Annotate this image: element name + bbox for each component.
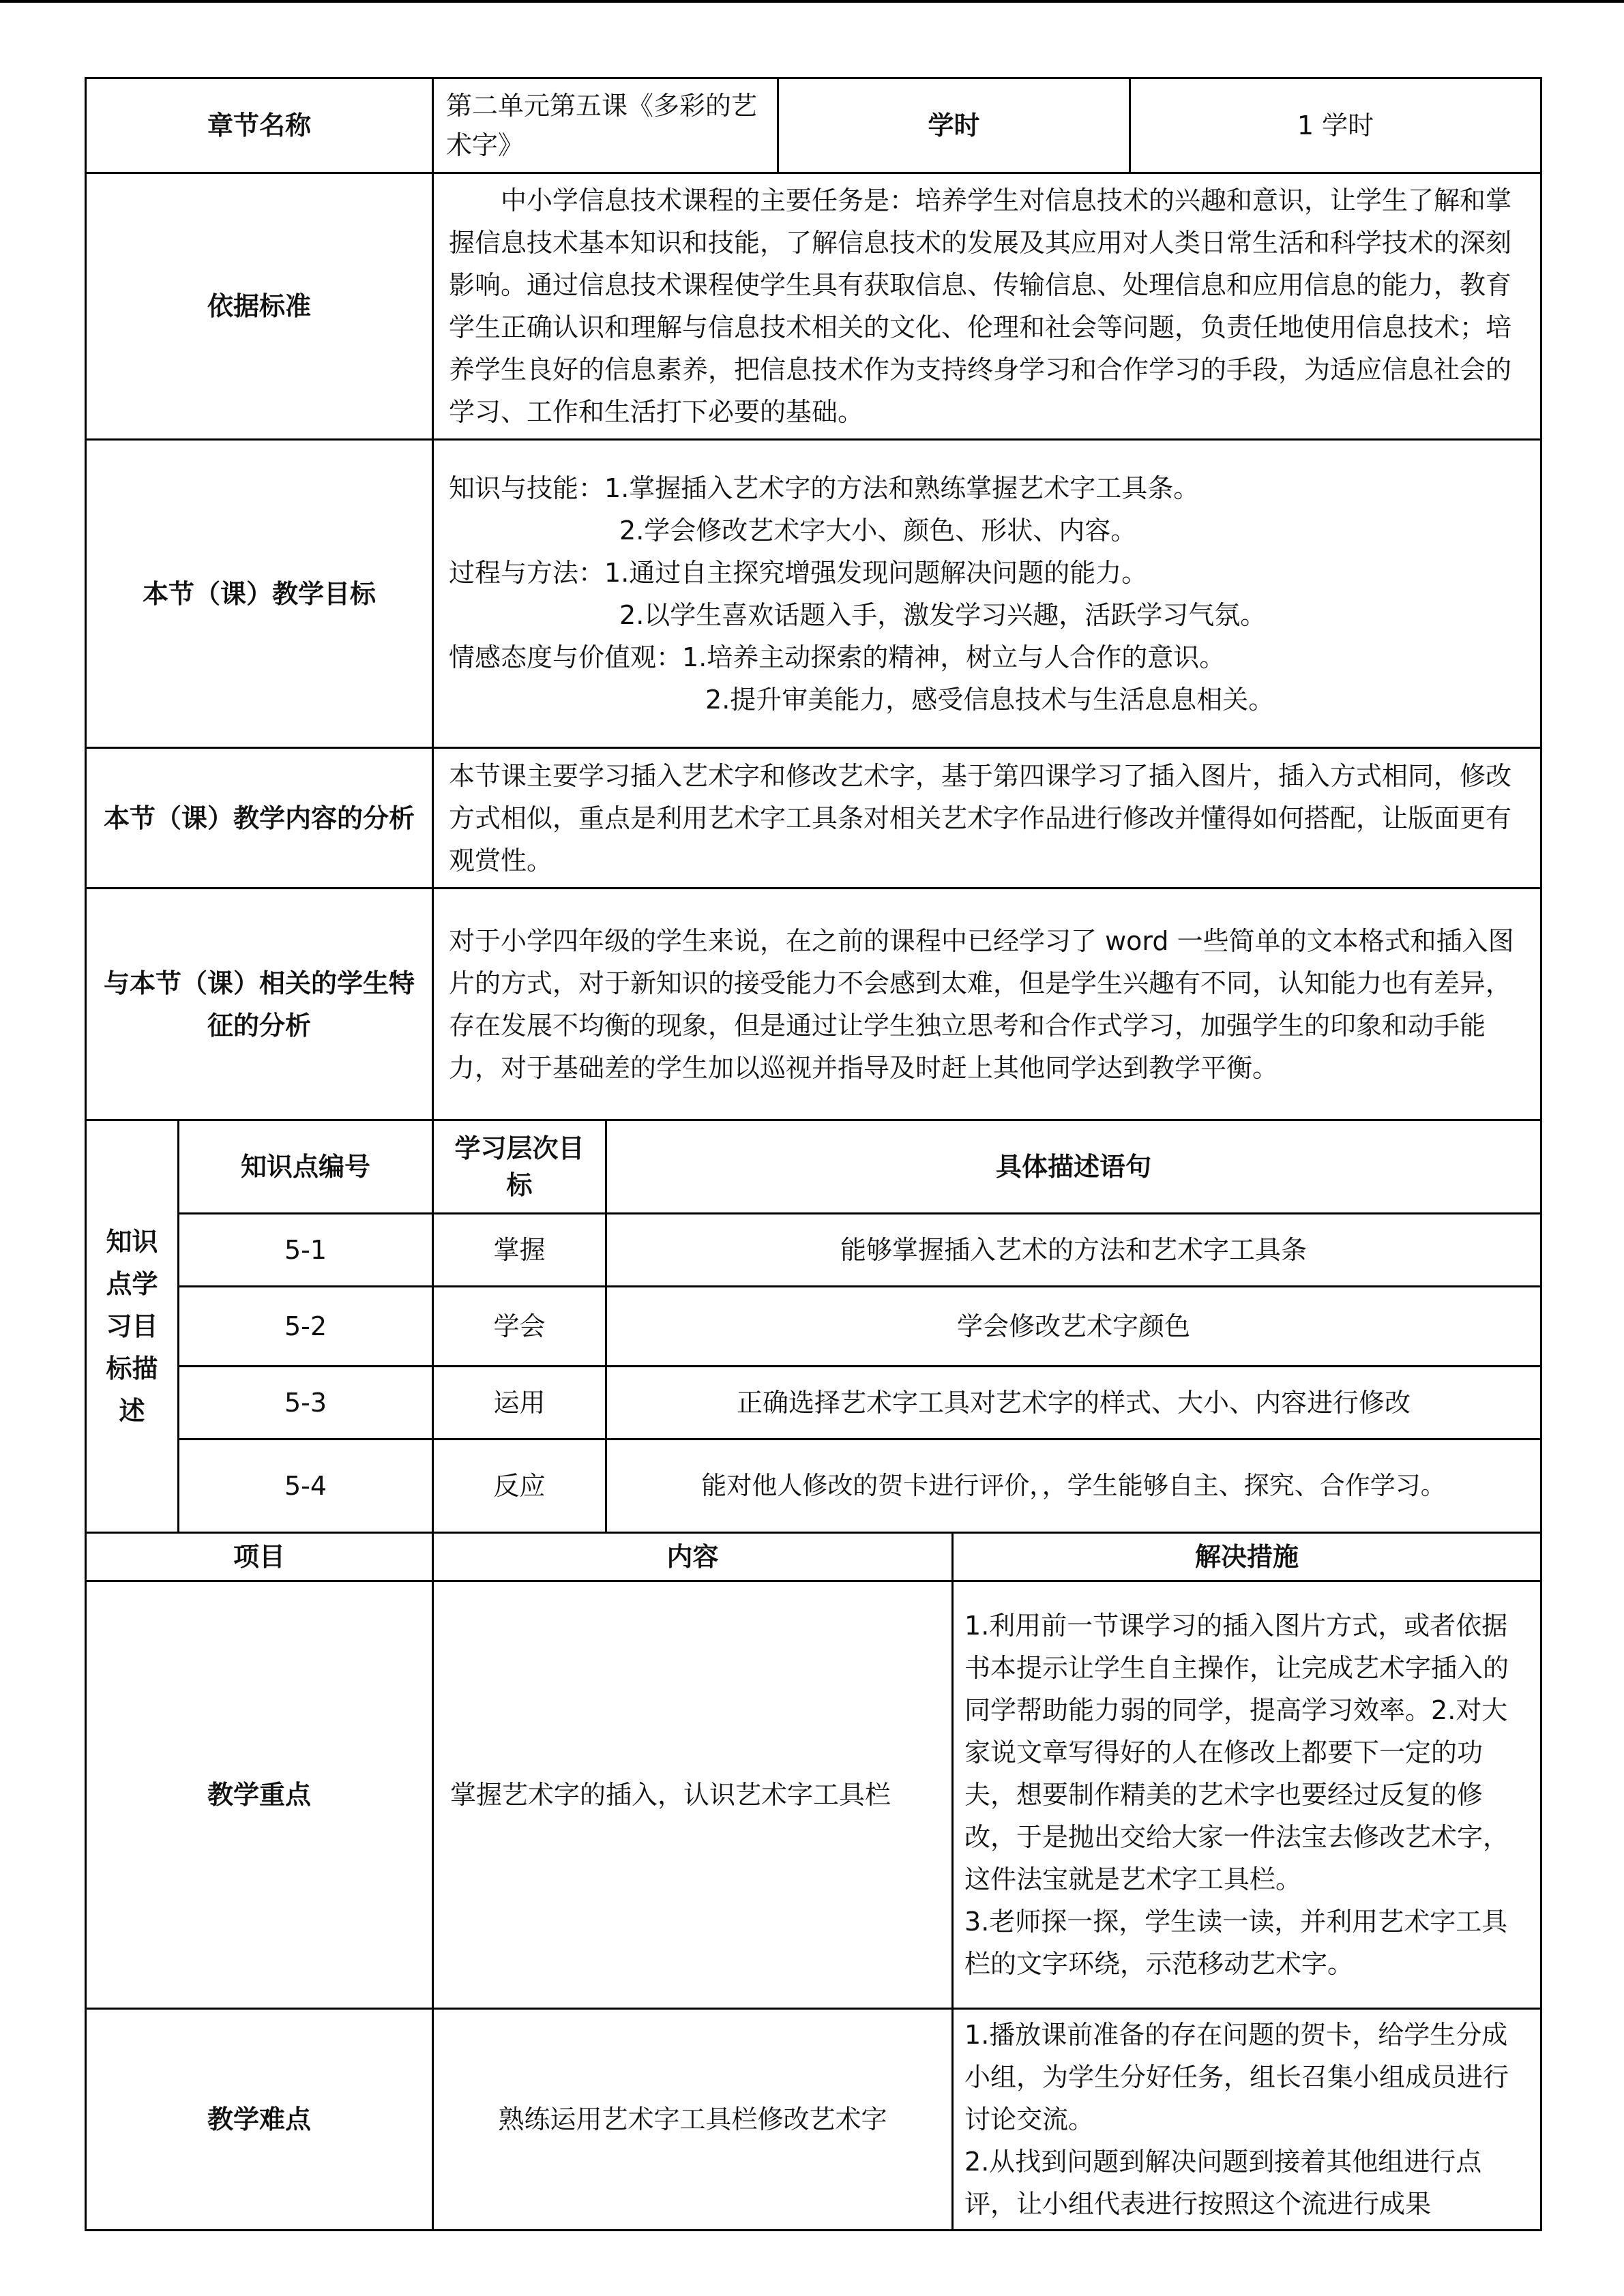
knowledge-row: [86, 1440, 1541, 1533]
objective-line: 2.以学生喜欢话题入手，激发学习兴趣，活跃学习气氛。: [619, 599, 1267, 630]
content-analysis-row: [86, 748, 1541, 889]
knowledge-col-id: 知识点编号: [179, 1120, 433, 1214]
objective-line: 过程与方法：1.通过自主探究增强发现问题解决问题的能力。: [449, 557, 1148, 588]
student-analysis-row: [86, 889, 1541, 1120]
student-analysis-text: 对于小学四年级的学生来说，在之前的课程中已经学习了 word 一些简单的文本格式和插入图片的方式，对于新知识的接受能力不会感到太难，但是学生兴趣有不同，认知能力也有差异，存在发展不均衡的现象，但是通过让学生独立思考和合作式学习，加强学生的印象和动手能力，对于基础差的学生加以巡视并指导及时赶上其他同学达到教学平衡。: [433, 889, 1541, 1120]
hours-value: 1 学时: [1130, 78, 1541, 173]
standard-row: [86, 173, 1541, 440]
objectives-row: [86, 440, 1541, 748]
key-point-content: 掌握艺术字的插入，认识艺术字工具栏: [433, 1581, 953, 2009]
knowledge-desc: 能够掌握插入艺术的方法和艺术字工具条: [606, 1214, 1541, 1287]
knowledge-col-level: 学习层次目标: [433, 1120, 606, 1214]
key-point-solution-text: 3.老师探一探，学生读一读，并利用艺术字工具栏的文字环绕，示范移动艺术字。: [964, 1907, 1508, 1979]
knowledge-level: 掌握: [433, 1214, 606, 1287]
knowledge-row: [86, 1367, 1541, 1440]
measures-col-solution: 解决措施: [953, 1533, 1541, 1581]
knowledge-col-desc: 具体描述语句: [606, 1120, 1541, 1214]
knowledge-desc: 学会修改艺术字颜色: [606, 1287, 1541, 1367]
standard-text: 中小学信息技术课程的主要任务是：培养学生对信息技术的兴趣和意识，让学生了解和掌握信息技术基本知识和技能，了解信息技术的发展及其应用对人类日常生活和科学技术的深刻影响。通过信息技术课程使学生具有获取信息、传输信息、处理信息和应用信息的能力，教育学生正确认识和理解与信息技术相关的文化、伦理和社会等问题，负责任地使用信息技术；培养学生良好的信息素养，把信息技术作为支持终身学习和合作学习的手段，为适应信息社会的学习、工作和生活打下必要的基础。: [433, 173, 1541, 440]
knowledge-id: 5-1: [179, 1214, 433, 1287]
content-analysis-text: 本节课主要学习插入艺术字和修改艺术字，基于第四课学习了插入图片，插入方式相同，修改方式相似，重点是利用艺术字工具条对相关艺术字作品进行修改并懂得如何搭配，让版面更有观赏性。: [433, 748, 1541, 889]
measures-col-item: 项目: [86, 1533, 433, 1581]
lesson-plan-table: [85, 77, 1542, 2231]
knowledge-level: 学会: [433, 1287, 606, 1367]
key-point-row: [86, 1581, 1541, 2009]
difficulty-label: 教学难点: [86, 2009, 433, 2231]
knowledge-id: 5-4: [179, 1440, 433, 1533]
knowledge-side-label: 知识点学习目标描述: [86, 1120, 179, 1533]
difficulty-solution-text: 1.播放课前准备的存在问题的贺卡，给学生分成小组，为学生分好任务，组长召集小组成员进行讨论交流。: [964, 2020, 1509, 2134]
knowledge-desc: 能对他人修改的贺卡进行评价，，学生能够自主、探究、合作学习。: [606, 1440, 1541, 1533]
content-analysis-label: 本节（课）教学内容的分析: [86, 748, 433, 889]
standard-label: 依据标准: [86, 173, 433, 440]
knowledge-level: 运用: [433, 1367, 606, 1440]
chapter-value: 第二单元第五课《多彩的艺术字》: [433, 78, 778, 173]
hours-label: 学时: [778, 78, 1130, 173]
objective-line: 知识与技能：1.掌握插入艺术字的方法和熟练掌握艺术字工具条。: [449, 473, 1200, 503]
difficulty-solution-text: 2.从找到问题到解决问题到接着其他组进行点评，让小组代表进行按照这个流进行成果: [964, 2147, 1482, 2219]
knowledge-level: 反应: [433, 1440, 606, 1533]
chapter-label: 章节名称: [86, 78, 433, 173]
objective-line: 2.学会修改艺术字大小、颜色、形状、内容。: [619, 515, 1137, 546]
chapter-row: [86, 78, 1541, 173]
objective-line: 2.提升审美能力，感受信息技术与生活息息相关。: [705, 684, 1275, 715]
knowledge-row: [86, 1214, 1541, 1287]
knowledge-header-row: [86, 1120, 1541, 1214]
knowledge-desc: 正确选择艺术字工具对艺术字的样式、大小、内容进行修改: [606, 1367, 1541, 1440]
student-analysis-label: 与本节（课）相关的学生特征的分析: [86, 889, 433, 1120]
measures-col-content: 内容: [433, 1533, 953, 1581]
difficulty-content: 熟练运用艺术字工具栏修改艺术字: [433, 2009, 953, 2231]
difficulty-row: [86, 2009, 1541, 2231]
top-border-line: [0, 0, 1624, 3]
measures-header-row: [86, 1533, 1541, 1581]
key-point-solution: [953, 1581, 1541, 2009]
key-point-label: 教学重点: [86, 1581, 433, 2009]
objectives-content: [433, 440, 1541, 748]
knowledge-id: 5-2: [179, 1287, 433, 1367]
objective-line: 情感态度与价值观：1.培养主动探索的精神，树立与人合作的意识。: [449, 642, 1226, 672]
knowledge-row: [86, 1287, 1541, 1367]
difficulty-solution: [953, 2009, 1541, 2231]
objectives-label: 本节（课）教学目标: [86, 440, 433, 748]
key-point-solution-text: 1.利用前一节课学习的插入图片方式，或者依据书本提示让学生自主操作，让完成艺术字插入的同学帮助能力弱的同学，提高学习效率。2.对大家说文章写得好的人在修改上都要下一定的功夫，想要制作精美的艺术字也要经过反复的修改，于是抛出交给大家一件法宝去修改艺术字，这件法宝就是艺术字工具栏。: [964, 1611, 1509, 1894]
knowledge-id: 5-3: [179, 1367, 433, 1440]
